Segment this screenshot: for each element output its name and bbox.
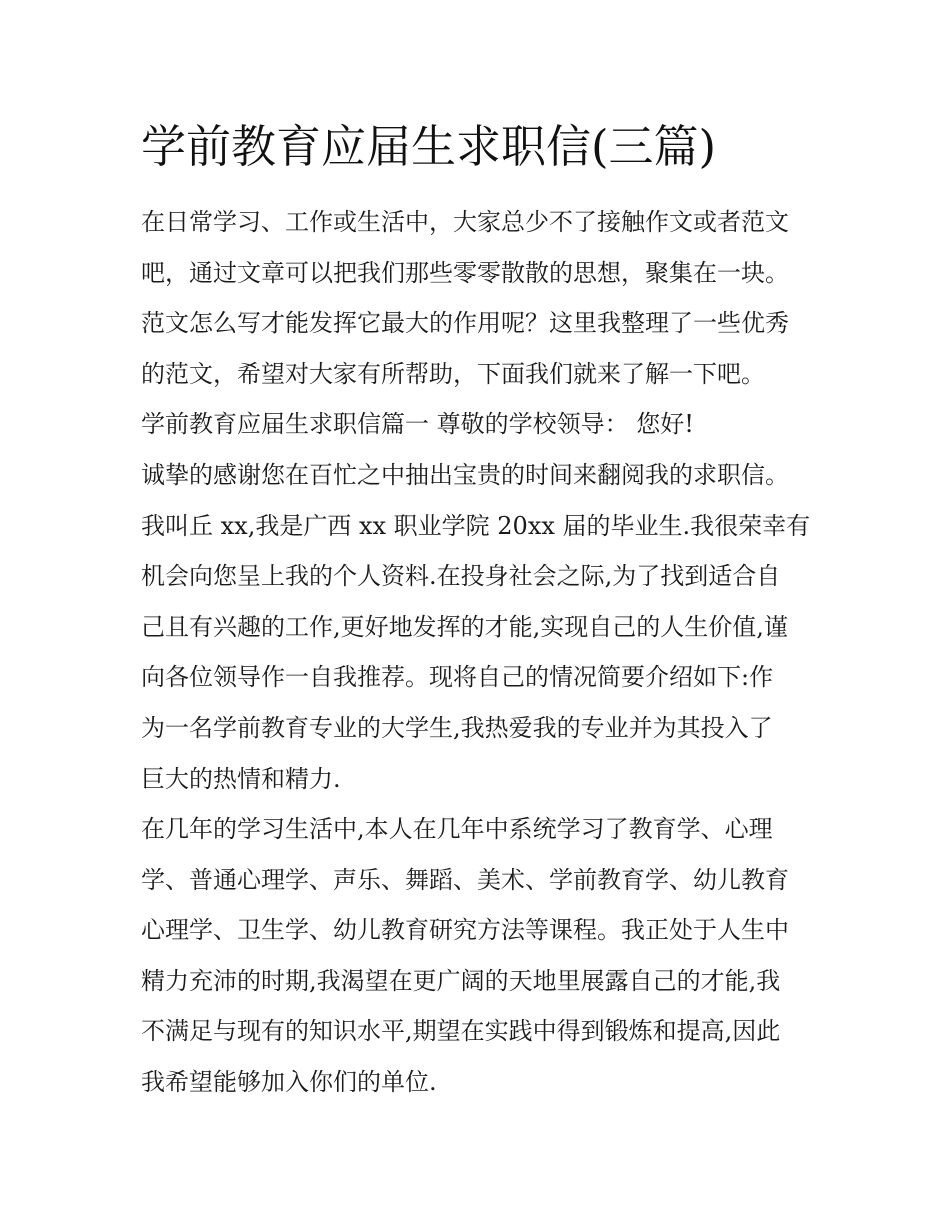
paragraph-line: 精力充沛的时期,我渴望在更广阔的天地里展露自己的才能,我 — [141, 967, 781, 995]
paragraph-line: 在日常学习、工作或生活中，大家总少不了接触作文或者范文 — [141, 208, 789, 236]
paragraph-line: 己且有兴趣的工作,更好地发挥的才能,实现自己的人生价值,谨 — [141, 613, 788, 641]
paragraph-line: 心理学、卫生学、幼儿教育研究方法等课程。我正处于人生中 — [141, 916, 789, 944]
paragraph-line: 吧，通过文章可以把我们那些零零散散的思想，聚集在一块。 — [141, 259, 789, 287]
paragraph-line: 学、普通心理学、声乐、舞蹈、美术、学前教育学、幼儿教育 — [141, 866, 789, 894]
document-title: 学前教育应届生求职信(三篇) — [141, 120, 717, 173]
paragraph-line: 我叫丘 xx,我是广西 xx 职业学院 20xx 届的毕业生.我很荣幸有 — [141, 512, 811, 540]
paragraph-line: 的范文，希望对大家有所帮助，下面我们就来了解一下吧。 — [141, 360, 765, 388]
paragraph-line: 学前教育应届生求职信篇一 尊敬的学校领导： 您好! — [141, 410, 694, 438]
paragraph-line: 不满足与现有的知识水平,期望在实践中得到锻炼和提高,因此 — [141, 1017, 781, 1045]
paragraph-line: 向各位领导作一自我推荐。现将自己的情况简要介绍如下:作 — [141, 663, 774, 691]
paragraph-line: 我希望能够加入你们的单位. — [141, 1068, 437, 1096]
paragraph-line: 范文怎么写才能发挥它最大的作用呢？这里我整理了一些优秀 — [141, 309, 789, 337]
paragraph-line: 诚挚的感谢您在百忙之中抽出宝贵的时间来翻阅我的求职信。 — [141, 461, 789, 489]
paragraph-line: 为一名学前教育专业的大学生,我热爱我的专业并为其投入了 — [141, 714, 773, 742]
paragraph-line: 巨大的热情和精力. — [141, 765, 341, 793]
paragraph-line: 机会向您呈上我的个人资料.在投身社会之际,为了找到适合自 — [141, 562, 781, 590]
paragraph-line: 在几年的学习生活中,本人在几年中系统学习了教育学、心理 — [141, 815, 773, 843]
